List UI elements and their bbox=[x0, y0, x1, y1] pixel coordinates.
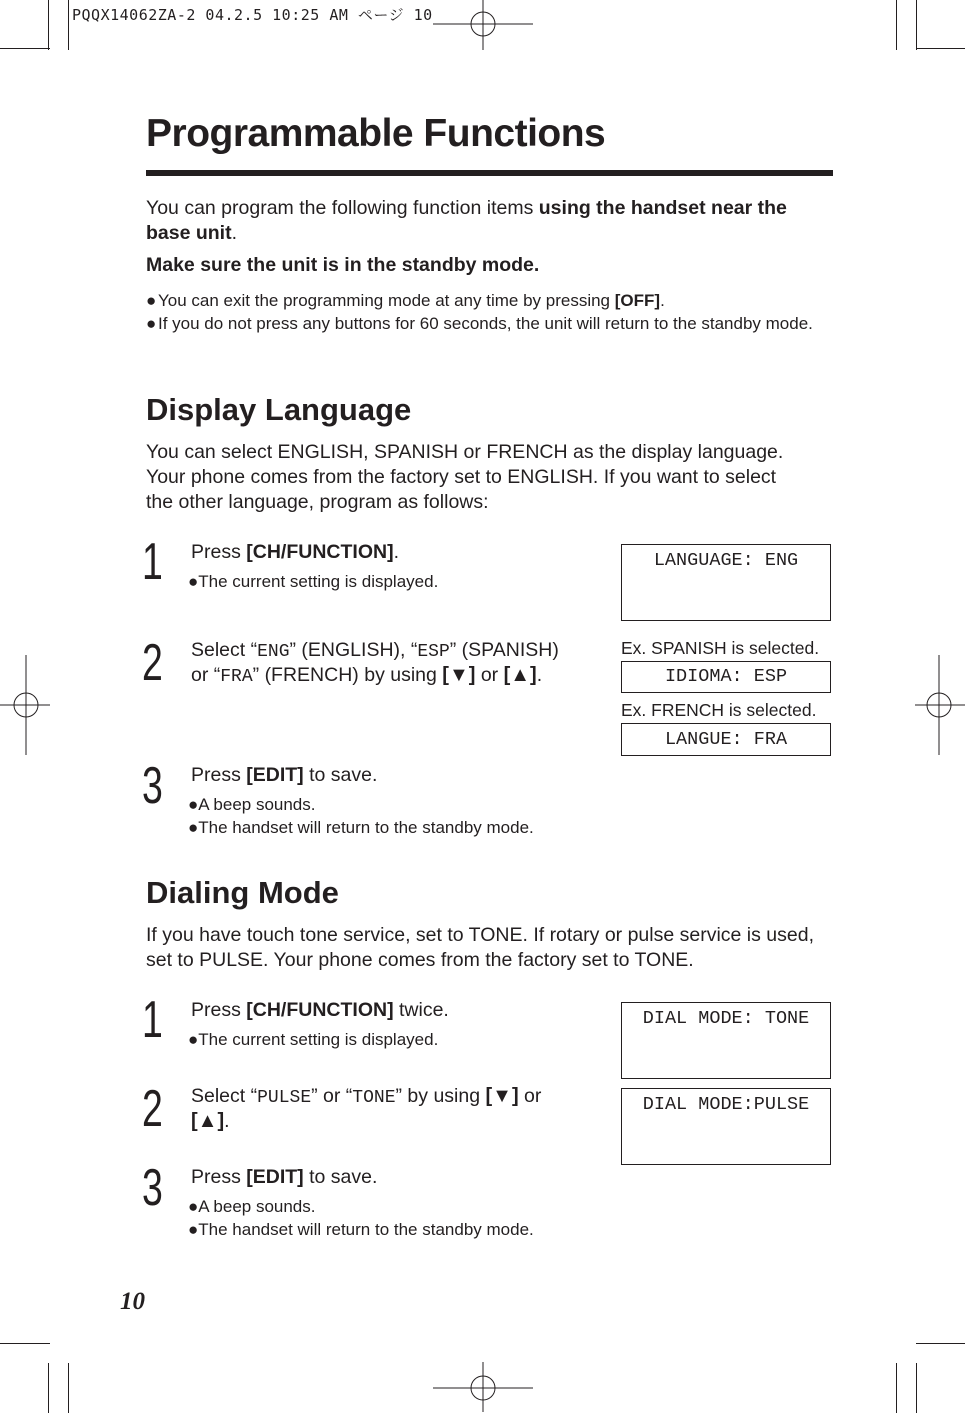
step-note: ●The handset will return to the standby mode. bbox=[188, 1220, 534, 1239]
dialing-mode-heading: Dialing Mode bbox=[146, 875, 339, 910]
lcd-display-language: LANGUAGE: ENG bbox=[621, 544, 831, 621]
step-note: ●The current setting is displayed. bbox=[188, 1030, 439, 1049]
french-caption: Ex. FRENCH is selected. bbox=[621, 700, 817, 720]
down-arrow-key-icon: [▼] bbox=[485, 1085, 519, 1107]
up-arrow-key-icon: [▲] bbox=[191, 1110, 225, 1132]
registration-target-top bbox=[433, 0, 533, 50]
intro-paragraph: You can program the following function items using the handset near the base unit. bbox=[146, 197, 787, 244]
intro-bullet-off: ● You can exit the programming mode at any time by pressing [OFF]. bbox=[146, 291, 665, 310]
registration-target-left bbox=[0, 655, 50, 755]
step-instruction: Press [CH/FUNCTION] twice. bbox=[191, 999, 449, 1021]
step-instruction: Press [EDIT] to save. bbox=[191, 764, 378, 786]
registration-target-right bbox=[915, 655, 965, 755]
step-note: ●A beep sounds. bbox=[188, 795, 316, 814]
registration-target-bottom bbox=[433, 1362, 533, 1412]
step-instruction-cont: or “FRA” (FRENCH) by using [▼] or [▲]. bbox=[191, 664, 543, 687]
step-instruction: Select “PULSE” or “TONE” by using [▼] or bbox=[191, 1085, 542, 1108]
down-arrow-key-icon: [▼] bbox=[442, 664, 476, 686]
step-number: 2 bbox=[142, 634, 163, 692]
step-number: 1 bbox=[142, 991, 163, 1049]
display-language-description: You can select ENGLISH, SPANISH or FRENCH as the display language. Your phone comes from the factory set to ENGLISH. If you want to select the other language, program as follows: bbox=[146, 441, 784, 513]
step-instruction: Press [EDIT] to save. bbox=[191, 1166, 378, 1188]
step-number: 1 bbox=[142, 533, 163, 591]
step-note: ●The handset will return to the standby mode. bbox=[188, 818, 534, 837]
standby-note: Make sure the unit is in the standby mode. bbox=[146, 254, 540, 276]
step-note: ●A beep sounds. bbox=[188, 1197, 316, 1216]
lcd-idioma: IDIOMA: ESP bbox=[621, 661, 831, 693]
lcd-dial-mode-pulse: DIAL MODE:PULSE bbox=[621, 1088, 831, 1165]
step-number: 3 bbox=[142, 757, 163, 815]
lcd-langue: LANGUE: FRA bbox=[621, 723, 831, 756]
step-note: ●The current setting is displayed. bbox=[188, 572, 439, 591]
page-number: 10 bbox=[120, 1288, 145, 1315]
print-slug: PQQX14062ZA-2 04.2.5 10:25 AM ページ 10 bbox=[72, 6, 433, 24]
lcd-dial-mode-tone: DIAL MODE: TONE bbox=[621, 1002, 831, 1079]
step-instruction: Select “ENG” (ENGLISH), “ESP” (SPANISH) bbox=[191, 639, 559, 662]
up-arrow-key-icon: [▲] bbox=[503, 664, 537, 686]
page-title: Programmable Functions bbox=[146, 112, 606, 155]
step-instruction-cont: [▲]. bbox=[191, 1110, 230, 1132]
step-number: 3 bbox=[142, 1159, 163, 1217]
step-number: 2 bbox=[142, 1080, 163, 1138]
intro-bullet-timeout: ● If you do not press any buttons for 60 seconds, the unit will return to the standby mode. bbox=[146, 314, 813, 333]
title-rule bbox=[146, 170, 833, 176]
step-instruction: Press [CH/FUNCTION]. bbox=[191, 541, 399, 563]
display-language-heading: Display Language bbox=[146, 392, 412, 427]
spanish-caption: Ex. SPANISH is selected. bbox=[621, 638, 820, 658]
dialing-mode-description: If you have touch tone service, set to TONE. If rotary or pulse service is used, set to PULSE. Your phone comes from the factory set to TONE. bbox=[146, 924, 815, 971]
